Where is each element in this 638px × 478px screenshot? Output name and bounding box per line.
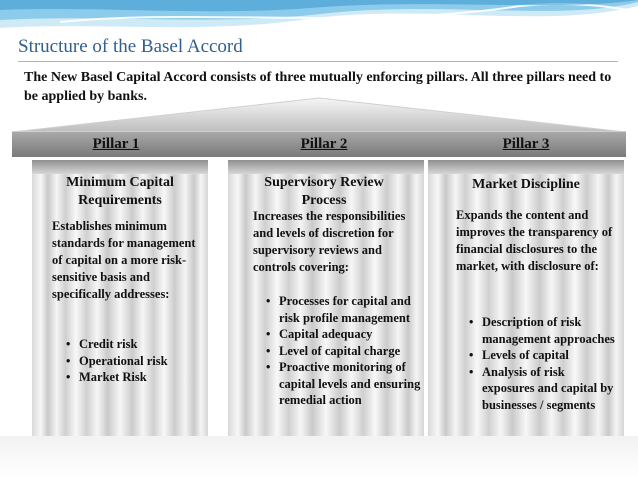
pillar-2-body: Increases the responsibilities and levels of discretion for supervisory reviews and controls covering: [253, 209, 406, 274]
list-item: • Analysis of risk exposures and capital by businesses / segments [469, 364, 619, 414]
list-item: • Operational risk [66, 353, 206, 370]
pillar-1-label: Pillar 1 [92, 136, 140, 152]
list-item: • Levels of capital [469, 347, 619, 364]
intro-text: The New Basel Capital Accord consists of three mutually enforcing pillars. All three pillars need to be applied by banks. [24, 70, 612, 104]
list-item: • Credit risk [66, 336, 206, 353]
temple-base [0, 436, 638, 478]
slide-title: Structure of the Basel Accord [18, 36, 243, 57]
list-item: • Processes for capital and risk profile management [266, 293, 426, 326]
pillar-3-heading: Market Discipline [472, 177, 580, 192]
pillar-2-heading: Supervisory Review Process [264, 175, 384, 208]
list-item: • Capital adequacy [266, 326, 426, 343]
list-item: • Level of capital charge [266, 343, 426, 360]
pillar-1-bullets [66, 336, 206, 386]
header-wave-decoration [0, 0, 638, 40]
list-item: • Proactive monitoring of capital levels and ensuring remedial action [266, 359, 426, 409]
list-item: • Description of risk management approaches [469, 314, 619, 347]
pillar-3-body: Expands the content and improves the transparency of financial disclosures to the market, with disclosure of: [456, 208, 613, 273]
pillar-3-label: Pillar 3 [502, 136, 550, 152]
list-item: • Market Risk [66, 369, 206, 386]
pillar-2-bullets [266, 293, 426, 409]
title-divider [18, 61, 618, 62]
pillar-3-bullets [469, 314, 619, 413]
pillar-1-body: Establishes minimum standards for management of capital on a more risk-sensitive basis and specifically addresses: [52, 219, 196, 301]
temple-roof [12, 96, 626, 132]
pillar-2-label: Pillar 2 [300, 136, 348, 152]
pillar-1-heading: Minimum Capital Requirements [66, 175, 174, 208]
